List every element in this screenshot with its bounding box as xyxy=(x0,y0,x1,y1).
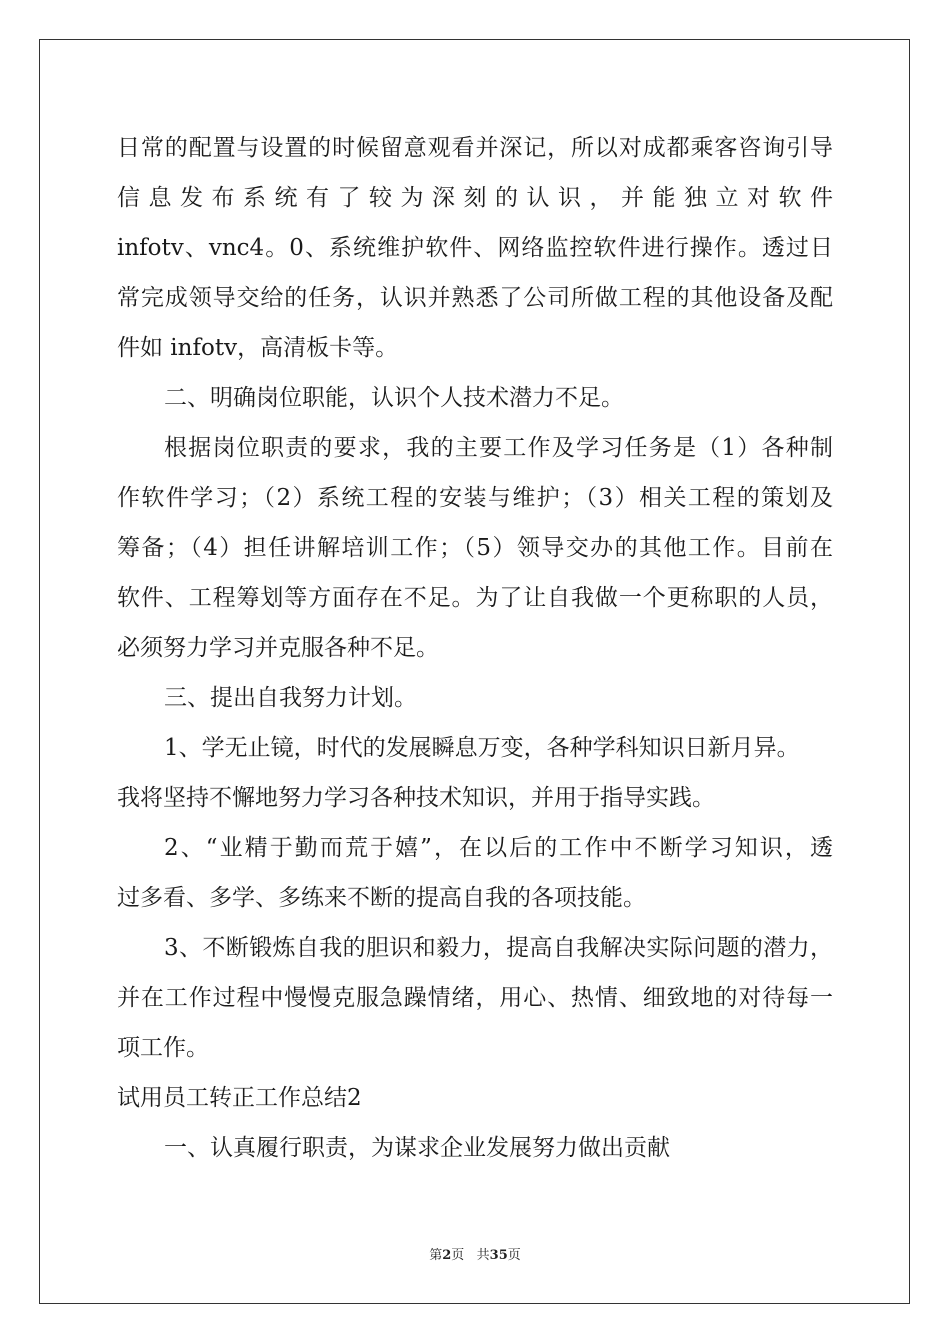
section-heading: 一、认真履行职责，为谋求企业发展努力做出贡献 xyxy=(164,1135,670,1161)
text-line: 并在工作过程中慢慢克服急躁情绪，用心、热情、细致地的对待每一 xyxy=(117,985,833,1011)
document-title: 试用员工转正工作总结2 xyxy=(117,1085,362,1111)
text-line: 作软件学习；（2）系统工程的安装与维护；（3）相关工程的策划及 xyxy=(117,485,833,511)
section-heading: 二、明确岗位职能，认识个人技术潜力不足。 xyxy=(164,385,624,411)
text-line: 件如 infotv，高清板卡等。 xyxy=(117,335,399,361)
footer-middle: 页 共 xyxy=(451,1248,490,1263)
text-line: 日常的配置与设置的时候留意观看并深记，所以对成都乘客咨询引导 xyxy=(117,135,833,161)
text-line: 过多看、多学、多练来不断的提高自我的各项技能。 xyxy=(117,885,646,911)
text-line: 常完成领导交给的任务，认识并熟悉了公司所做工程的其他设备及配 xyxy=(117,285,833,311)
text-line: 2、“业精于勤而荒于嬉”，在以后的工作中不断学习知识，透 xyxy=(164,835,833,861)
text-line: 3、不断锻炼自我的胆识和毅力，提高自我解决实际问题的潜力， xyxy=(164,935,833,961)
text-line: 根据岗位职责的要求，我的主要工作及学习任务是（1）各种制 xyxy=(164,435,833,461)
footer-prefix: 第 xyxy=(429,1248,443,1263)
total-page-count: 35 xyxy=(489,1248,508,1263)
text-line: 我将坚持不懈地努力学习各种技术知识，并用于指导实践。 xyxy=(117,785,715,811)
text-line: 项工作。 xyxy=(117,1035,209,1061)
document-body xyxy=(117,123,833,1173)
page-footer xyxy=(0,1246,950,1266)
text-line: infotv、vnc4。0、系统维护软件、网络监控软件进行操作。透过日 xyxy=(117,235,833,261)
text-line: 筹备；（4）担任讲解培训工作；（5）领导交办的其他工作。目前在 xyxy=(117,535,833,561)
text-line: 信息发布系统有了较为深刻的认识，并能独立对软件 xyxy=(117,185,833,211)
text-line: 1、学无止镜，时代的发展瞬息万变，各种学科知识日新月异。 xyxy=(164,735,800,761)
text-line: 必须努力学习并克服各种不足。 xyxy=(117,635,439,661)
current-page-number: 2 xyxy=(442,1248,452,1263)
section-heading: 三、提出自我努力计划。 xyxy=(164,685,417,711)
text-line: 软件、工程筹划等方面存在不足。为了让自我做一个更称职的人员， xyxy=(117,585,833,611)
footer-suffix: 页 xyxy=(507,1248,521,1263)
